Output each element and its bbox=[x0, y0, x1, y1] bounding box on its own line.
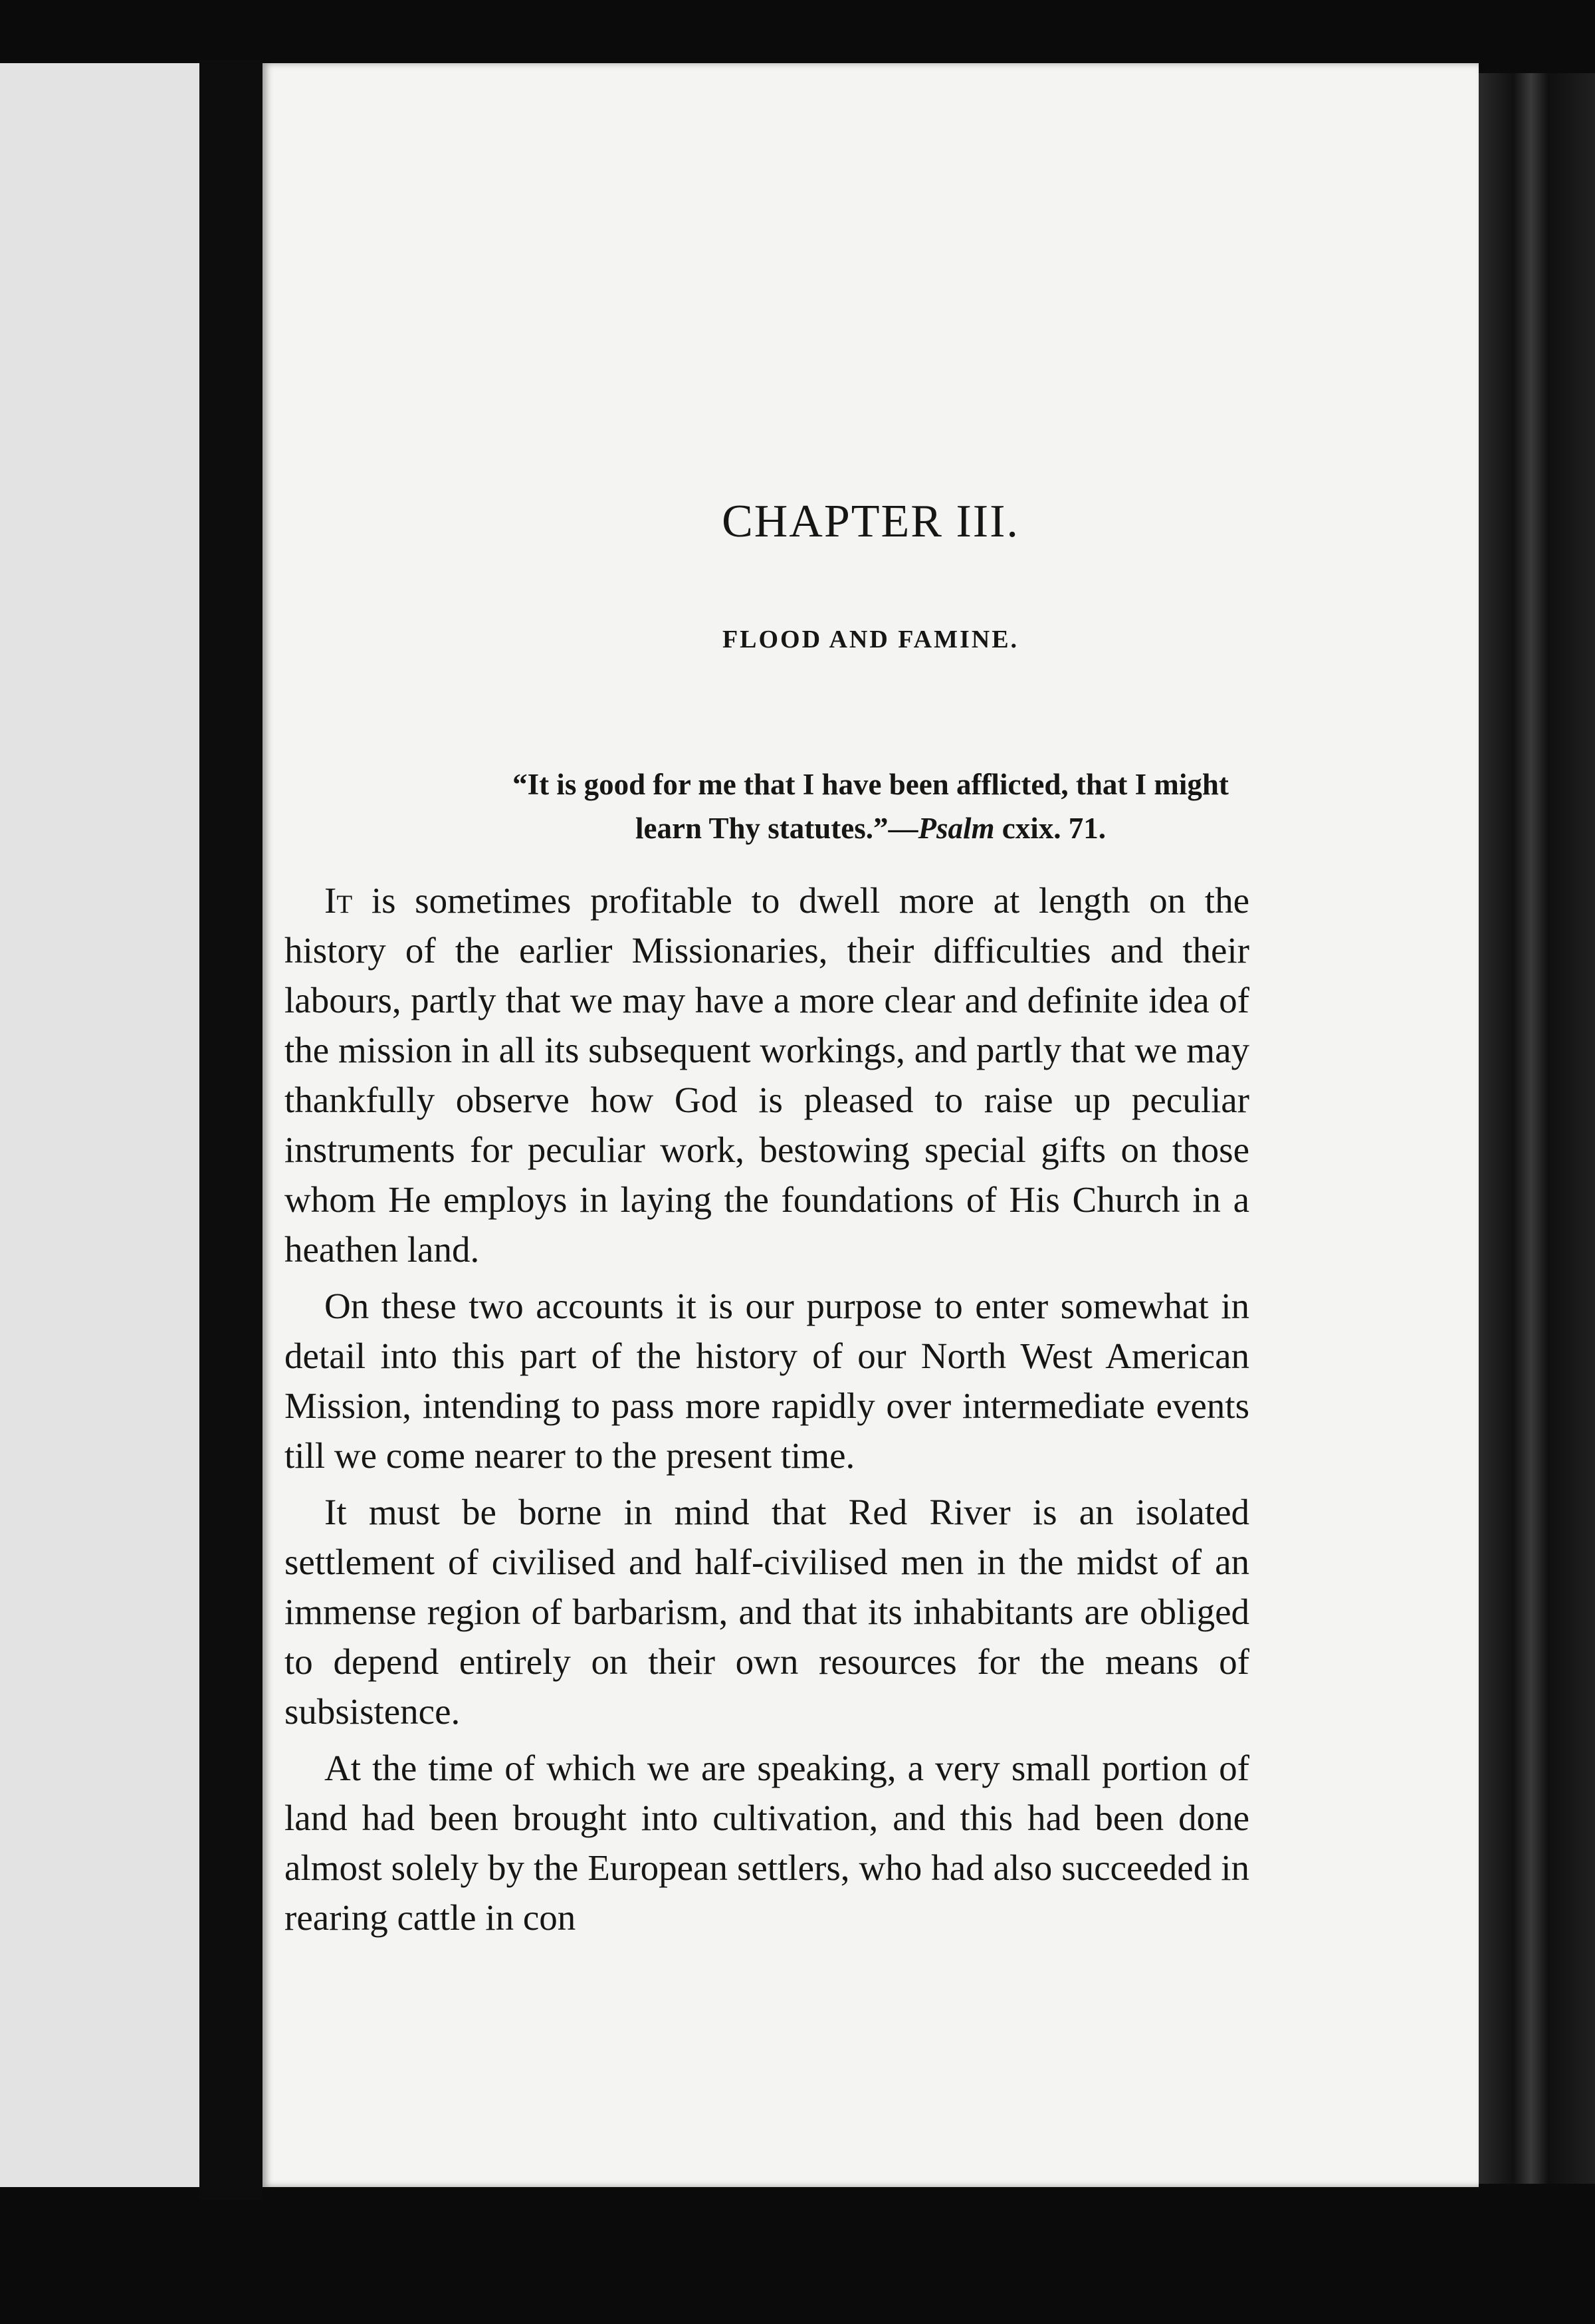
epigraph-reference: cxix. 71. bbox=[994, 812, 1106, 845]
epigraph-source: Psalm bbox=[918, 812, 995, 845]
paragraph-4: At the time of which we are speaking, a very small portion of land had been brought into cultivation, and this had been done almost solely by the European settlers, who had also succeeded in rearing cattle in con bbox=[284, 1748, 1249, 1938]
opening-word: It bbox=[324, 880, 353, 921]
epigraph bbox=[263, 762, 1479, 850]
paragraph-3: It must be borne in mind that Red River is an isolated settlement of civilised and half-civilised men in the midst of an immense region of barbarism, and that its inhabitants are obliged to depend entirely on their own resources for the means of subsistence. bbox=[284, 1492, 1249, 1732]
paragraph-1 bbox=[284, 875, 1249, 1274]
page-stack-edge bbox=[1479, 73, 1595, 2184]
epigraph-line-1: “It is good for me that I have been afflicted, that I might bbox=[512, 768, 1229, 801]
chapter-title: CHAPTER III. bbox=[722, 496, 1019, 547]
paragraph-1-text: is sometimes profitable to dwell more at length on the history of the earlier Missionaries, their difficulties and their labours, partly that we may have a more clear and definite idea of the mission in all its subsequent workings, and partly that we may thankfully observe how God is pleased to raise up peculiar instruments for peculiar work, bestowing special gifts on those whom He employs in laying the foundations of His Church in a heathen land. bbox=[284, 880, 1249, 1270]
epigraph-line-2: learn Thy statutes.”— bbox=[635, 812, 918, 845]
facing-page bbox=[0, 63, 205, 2187]
body-text bbox=[284, 875, 1249, 1942]
paragraph-2: On these two accounts it is our purpose to enter somewhat in detail into this part of the history of our North West American Mission, intending to pass more rapidly over intermediate events till we come nearer to the present time. bbox=[284, 1286, 1249, 1476]
book-page bbox=[263, 63, 1479, 2187]
book-gutter bbox=[199, 60, 263, 2200]
chapter-subtitle: FLOOD AND FAMINE. bbox=[722, 626, 1019, 653]
